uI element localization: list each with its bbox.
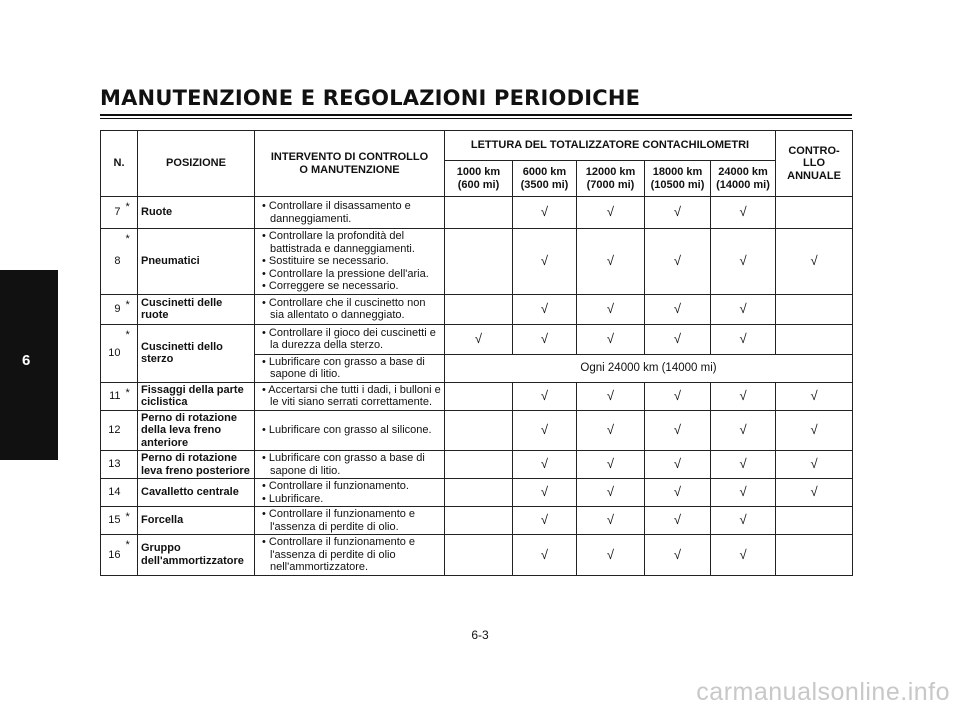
check-cell: [577, 410, 645, 451]
check-mark: √: [739, 484, 747, 500]
header-annual-line1: CONTRO-: [788, 144, 840, 157]
interval-km: 12000 km: [585, 165, 636, 178]
row-action: [255, 324, 445, 354]
check-cell: [711, 294, 776, 324]
check-cell: [577, 451, 645, 479]
check-mark: √: [606, 330, 615, 346]
header-action: [255, 131, 445, 197]
check-cell: [776, 410, 853, 451]
row-action: [255, 294, 445, 324]
page-title: MANUTENZIONE E REGOLAZIONI PERIODICHE: [100, 86, 641, 110]
check-mark: √: [540, 330, 549, 346]
action-bullet: • Accertarsi che tutti i dadi, i bulloni e le viti siano serrati correttamente.: [262, 383, 441, 408]
action-bullet: • Controllare il funzionamento e l'assenza di perdite di olio.: [262, 508, 416, 533]
row-star: *: [125, 324, 138, 382]
header-action-line1: INTERVENTO DI CONTROLLO: [270, 151, 429, 163]
title-rule: [100, 114, 852, 116]
row-position: Gruppo dell'ammortizzatore: [138, 535, 255, 576]
check-cell: [776, 197, 853, 229]
row-action: [255, 197, 445, 229]
action-bullet: • Correggere se necessario.: [262, 280, 399, 292]
row-action: [255, 354, 445, 382]
row-number: 10: [101, 324, 125, 382]
action-bullet: • Controllare il disassamento e danneggiamenti.: [262, 200, 411, 225]
action-bullet: • Controllare la pressione dell'aria.: [262, 267, 429, 280]
check-cell: [513, 229, 577, 295]
check-cell: [445, 451, 513, 479]
check-cell: [445, 294, 513, 324]
row-number: 14: [101, 479, 125, 507]
row-action: [255, 535, 445, 576]
check-cell: [776, 324, 853, 354]
check-mark: √: [606, 387, 615, 403]
check-mark: √: [606, 300, 615, 316]
row-position: Cavalletto centrale: [138, 479, 255, 507]
check-cell: [645, 410, 711, 451]
action-bullet: • Lubrificare con grasso al silicone.: [262, 424, 432, 436]
check-cell: [577, 507, 645, 535]
table-row: [101, 382, 853, 410]
header-interval: [711, 161, 776, 197]
check-cell: [513, 451, 577, 479]
check-cell: [776, 229, 853, 295]
row-star: *: [125, 507, 138, 535]
check-cell: [445, 197, 513, 229]
action-bullet: • Lubrificare con grasso a base di sapone di litio.: [262, 452, 425, 477]
check-cell: [645, 507, 711, 535]
interval-mi: (10500 mi): [650, 178, 705, 191]
check-mark: √: [606, 546, 615, 562]
row-star: [125, 479, 138, 507]
check-cell: [513, 507, 577, 535]
check-mark: √: [673, 422, 682, 437]
row-number: 12: [101, 410, 125, 451]
header-row: [101, 131, 853, 161]
check-mark: √: [810, 456, 818, 472]
table-body: [101, 197, 853, 576]
check-cell: [711, 507, 776, 535]
check-cell: [645, 324, 711, 354]
check-mark: √: [673, 300, 682, 316]
check-cell: [577, 535, 645, 576]
check-cell: [711, 410, 776, 451]
action-bullet: • Sostituire se necessario.: [262, 255, 389, 267]
row-number: 11: [101, 382, 125, 410]
action-bullet: • Controllare che il cuscinetto non sia allentato o danneggiato.: [262, 296, 426, 321]
check-cell: [645, 451, 711, 479]
check-cell: [513, 294, 577, 324]
row-star: *: [125, 382, 138, 410]
maintenance-table: [100, 130, 853, 576]
check-cell: [577, 479, 645, 507]
check-cell: [577, 229, 645, 295]
header-interval: [513, 161, 577, 197]
check-mark: √: [673, 512, 682, 528]
check-mark: √: [474, 330, 483, 346]
interval-mi: (600 mi): [457, 178, 500, 191]
check-cell: [445, 535, 513, 576]
check-mark: √: [673, 546, 682, 562]
check-cell: [776, 507, 853, 535]
check-mark: √: [606, 484, 615, 500]
row-star: [125, 451, 138, 479]
table-row: [101, 197, 853, 229]
interval-km: 1000 km: [456, 165, 501, 178]
chapter-tab: [0, 270, 58, 460]
action-bullet: • Controllare la profondità del battistrada e danneggiamenti.: [262, 230, 415, 255]
header-interval: [645, 161, 711, 197]
check-mark: √: [673, 253, 682, 268]
table-row: [101, 507, 853, 535]
check-mark: √: [673, 204, 682, 220]
header-interval: [445, 161, 513, 197]
table-row: [101, 229, 853, 295]
check-cell: [577, 324, 645, 354]
interval-mi: (7000 mi): [586, 178, 635, 191]
check-mark: √: [739, 330, 747, 346]
row-action: [255, 451, 445, 479]
row-action: [255, 410, 445, 451]
interval-km: 18000 km: [652, 165, 703, 178]
row-action: [255, 479, 445, 507]
row-number: 9: [101, 294, 125, 324]
header-interval: [577, 161, 645, 197]
action-bullet: • Controllare il funzionamento.: [262, 480, 409, 492]
check-mark: √: [810, 387, 818, 403]
check-cell: [711, 324, 776, 354]
check-mark: √: [606, 253, 615, 268]
check-mark: √: [673, 387, 682, 403]
check-cell: [711, 535, 776, 576]
check-cell: [513, 535, 577, 576]
action-bullet: • Controllare il funzionamento e l'assenza di perdite di olio nell'ammortizzatore.: [262, 536, 416, 573]
row-position: Perno di rotazione leva freno posteriore: [138, 451, 255, 479]
check-mark: √: [540, 484, 549, 500]
check-mark: √: [810, 253, 818, 268]
check-cell: [711, 451, 776, 479]
interval-mi: (14000 mi): [716, 178, 770, 191]
check-mark: √: [739, 456, 747, 472]
check-mark: √: [673, 456, 682, 472]
check-cell: [776, 451, 853, 479]
check-mark: √: [739, 546, 747, 562]
check-cell: [445, 479, 513, 507]
check-mark: √: [739, 422, 747, 437]
header-position: POSIZIONE: [138, 131, 255, 197]
check-cell: [645, 197, 711, 229]
row-number: 16: [101, 535, 125, 576]
row-star: *: [125, 197, 138, 229]
row-star: [125, 410, 138, 451]
action-bullet: • Lubrificare.: [262, 492, 324, 505]
check-cell: [445, 229, 513, 295]
table-row: [101, 479, 853, 507]
header-annual-line3: ANNUALE: [787, 169, 841, 182]
check-mark: √: [739, 512, 747, 528]
check-mark: √: [606, 204, 615, 220]
check-cell: [645, 229, 711, 295]
check-cell: [776, 382, 853, 410]
check-cell: [645, 535, 711, 576]
table-row: [101, 451, 853, 479]
interval-km: 24000 km: [718, 165, 768, 178]
check-mark: √: [673, 484, 682, 500]
check-cell: [513, 324, 577, 354]
check-cell: [645, 382, 711, 410]
check-cell: [711, 382, 776, 410]
check-mark: √: [540, 456, 549, 472]
interval-note: Ogni 24000 km (14000 mi): [445, 354, 853, 382]
check-mark: √: [540, 546, 549, 562]
check-cell: [513, 410, 577, 451]
row-position: Perno di rotazione della leva freno anteriore: [138, 410, 255, 451]
check-mark: √: [606, 512, 615, 528]
check-cell: [445, 382, 513, 410]
check-cell: [513, 382, 577, 410]
check-cell: [711, 479, 776, 507]
check-cell: [445, 410, 513, 451]
check-mark: √: [739, 300, 747, 316]
chapter-number: 6: [22, 352, 31, 369]
row-action: [255, 229, 445, 295]
table-row: [101, 324, 853, 354]
header-n: N.: [101, 131, 138, 197]
check-cell: [711, 197, 776, 229]
row-position: Cuscinetti delle ruote: [138, 294, 255, 324]
check-cell: [776, 479, 853, 507]
check-mark: √: [673, 330, 682, 346]
check-mark: √: [739, 387, 747, 403]
table-row: [101, 535, 853, 576]
table-row: [101, 294, 853, 324]
table-row: [101, 410, 853, 451]
title-rule-thin: [100, 118, 852, 119]
check-cell: [645, 479, 711, 507]
check-cell: [577, 382, 645, 410]
check-mark: √: [810, 484, 818, 500]
check-mark: √: [606, 422, 615, 437]
check-cell: [577, 294, 645, 324]
check-mark: √: [540, 300, 549, 316]
row-star: *: [125, 229, 138, 295]
row-action: [255, 382, 445, 410]
check-cell: [445, 507, 513, 535]
row-position: Pneumatici: [138, 229, 255, 295]
header-annual-line2: LLO: [803, 157, 826, 170]
check-cell: [577, 197, 645, 229]
check-cell: [776, 535, 853, 576]
interval-mi: (3500 mi): [520, 178, 569, 191]
check-cell: [776, 294, 853, 324]
row-star: *: [125, 535, 138, 576]
action-bullet: • Lubrificare con grasso a base di sapone di litio.: [262, 355, 425, 380]
interval-km: 6000 km: [522, 165, 567, 178]
check-cell: [645, 294, 711, 324]
action-bullet: • Controllare il gioco dei cuscinetti e la durezza della sterzo.: [262, 326, 436, 351]
check-cell: [711, 229, 776, 295]
row-number: 8: [101, 229, 125, 295]
row-position: Ruote: [138, 197, 255, 229]
check-mark: √: [739, 253, 747, 268]
check-mark: √: [810, 422, 818, 437]
header-odometer: LETTURA DEL TOTALIZZATORE CONTACHILOMETRI: [445, 131, 776, 161]
check-cell: [513, 479, 577, 507]
check-cell: [445, 324, 513, 354]
row-number: 13: [101, 451, 125, 479]
check-mark: √: [540, 512, 549, 528]
row-number: 7: [101, 197, 125, 229]
check-mark: √: [606, 456, 615, 472]
row-position: Fissaggi della parte ciclistica: [138, 382, 255, 410]
check-cell: [513, 197, 577, 229]
check-mark: √: [739, 204, 747, 220]
check-mark: √: [540, 387, 549, 403]
row-position: Cuscinetti dello sterzo: [138, 324, 255, 382]
row-star: *: [125, 294, 138, 324]
check-mark: √: [540, 253, 549, 268]
header-annual: [776, 131, 853, 197]
header-action-line2: O MANUTENZIONE: [299, 163, 400, 176]
check-mark: √: [540, 204, 549, 220]
row-number: 15: [101, 507, 125, 535]
page-number: 6-3: [471, 628, 489, 642]
row-position: Forcella: [138, 507, 255, 535]
check-mark: √: [540, 422, 549, 437]
row-action: [255, 507, 445, 535]
watermark: carmanualsonline.info: [696, 678, 950, 706]
